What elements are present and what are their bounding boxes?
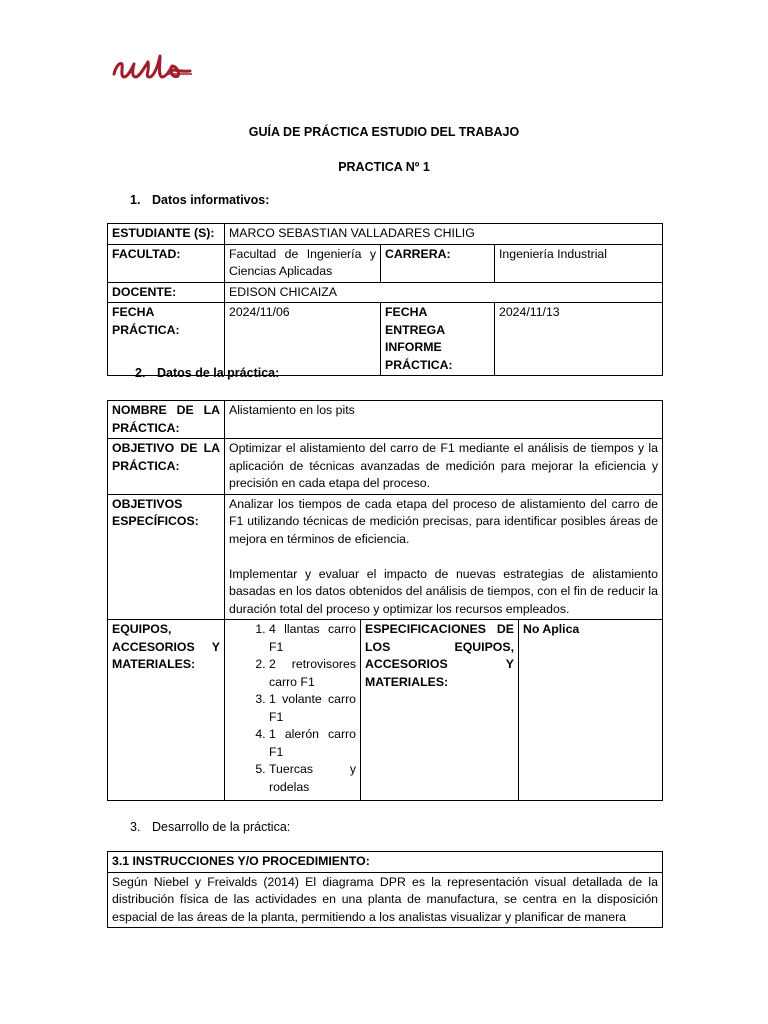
list-item: 2. 2 retrovisores carro F1 — [269, 656, 360, 691]
list-item: 3. 1 volante carro F1 — [269, 691, 360, 726]
list-item: 1. 4 llantas carro F1 — [269, 621, 360, 656]
specific-objective-1: Analizar los tiempos de cada etapa del proceso de alistamiento del carro de F1 utilizando técnicas de medición precisas, para identificar posibles áreas de mejora en términos de eficiencia. — [229, 496, 658, 546]
table-row — [108, 620, 663, 801]
table-row — [108, 852, 663, 873]
specific-objective-2: Implementar y evaluar el impacto de nuevas estrategias de alistamiento basadas en los datos obtenidos del análisis de tiempos, con el fin de reducir la duración total del proceso y optimizar los recursos empleados. — [229, 566, 658, 616]
instructions-text: Según Niebel y Freivalds (2014) El diagrama DPR es la representación visual detallada de la distribución física de las actividades en una planta de manufactura, se centra en la disposición espacial de las áreas de la planta, permitiendo a los analistas visualizar y planificar de manera — [108, 872, 663, 928]
objective-value: Optimizar el alistamiento del carro de F1 mediante el análisis de tiempos y la aplicación de técnicas avanzadas de medición para mejorar la eficiencia y precisión en cada etapa del proceso. — [225, 439, 663, 495]
delivery-value: 2024/11/13 — [495, 303, 663, 376]
faculty-label: FACULTAD: — [108, 244, 225, 282]
practice-name-label: NOMBRE DE LA PRÁCTICA: — [108, 401, 225, 439]
equipment-list-cell — [225, 620, 361, 801]
student-value: MARCO SEBASTIAN VALLADARES CHILIG — [225, 224, 663, 245]
equipment-list — [225, 621, 360, 796]
section-3-heading: 3. Desarrollo de la práctica: — [130, 820, 291, 834]
specific-objectives-label: OBJETIVOS ESPECÍFICOS: — [108, 494, 225, 620]
career-label: CARRERA: — [381, 244, 495, 282]
date-value: 2024/11/06 — [225, 303, 381, 376]
table-row — [108, 244, 663, 282]
faculty-value: Facultad de Ingeniería y Ciencias Aplicadas — [225, 244, 381, 282]
teacher-value: EDISON CHICAIZA — [225, 282, 663, 303]
info-table — [107, 223, 663, 376]
section-2-heading: 2. Datos de la práctica: — [135, 366, 280, 380]
student-label: ESTUDIANTE (S): — [108, 224, 225, 245]
table-row — [108, 224, 663, 245]
date-label: FECHA PRÁCTICA: — [108, 303, 225, 376]
instructions-heading: 3.1 INSTRUCCIONES Y/O PROCEDIMIENTO: — [108, 852, 663, 873]
table-row — [108, 494, 663, 620]
equipment-label: EQUIPOS, ACCESORIOS Y MATERIALES: — [108, 620, 225, 801]
objective-label: OBJETIVO DE LA PRÁCTICA: — [108, 439, 225, 495]
practice-number: PRACTICA Nº 1 — [338, 160, 430, 174]
teacher-label: DOCENTE: — [108, 282, 225, 303]
list-item: 5. Tuercas y rodelas — [269, 761, 360, 796]
list-item: 4. 1 alerón carro F1 — [269, 726, 360, 761]
career-value: Ingeniería Industrial — [495, 244, 663, 282]
development-table — [107, 851, 663, 928]
table-row — [108, 303, 663, 376]
specific-objectives-value — [225, 494, 663, 620]
section-1-heading: 1. Datos informativos: — [130, 193, 270, 207]
specifications-value: No Aplica — [519, 620, 663, 801]
table-row — [108, 282, 663, 303]
table-row — [108, 401, 663, 439]
practice-name-value: Alistamiento en los pits — [225, 401, 663, 439]
specifications-label: ESPECIFICACIONES DE LOS EQUIPOS, ACCESORIOS Y MATERIALES: — [361, 620, 519, 801]
table-row — [108, 439, 663, 495]
practice-table — [107, 400, 663, 801]
table-row — [108, 872, 663, 928]
delivery-label: FECHA ENTREGA INFORME PRÁCTICA: — [381, 303, 495, 376]
document-title: GUÍA DE PRÁCTICA ESTUDIO DEL TRABAJO — [248, 125, 520, 139]
udla-logo — [110, 44, 194, 84]
